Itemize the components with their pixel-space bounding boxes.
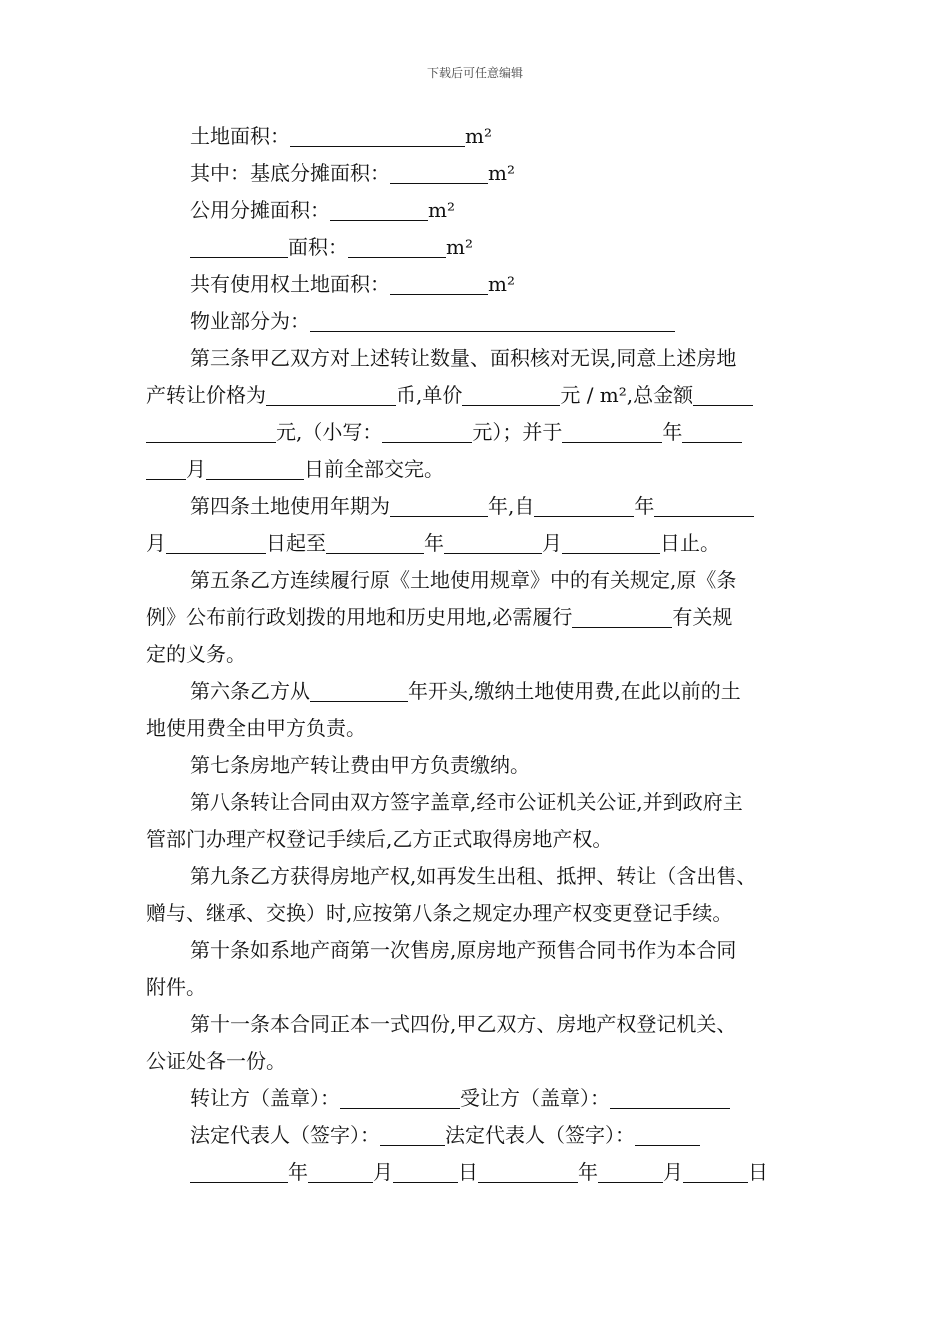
article-10-line-2: 附件。 <box>146 975 206 999</box>
text: 年 <box>662 420 683 444</box>
blank-field[interactable] <box>166 529 266 554</box>
blank-field[interactable] <box>462 381 560 406</box>
article-9-line-1: 第九条乙方获得房地产权,如再发生出租、抵押、转让（含出售、 <box>190 864 757 888</box>
article-4-line-2 <box>146 525 816 562</box>
article-3-line-3 <box>146 414 816 451</box>
label: 公用分摊面积： <box>190 198 330 222</box>
blank-field[interactable] <box>340 1084 460 1109</box>
page-header: 下载后可任意编辑 <box>426 66 523 80</box>
blank-field[interactable] <box>390 492 488 517</box>
label: 物业部分为： <box>190 309 310 333</box>
article-8-line-1: 第八条转让合同由双方签字盖章,经市公证机关公证,并到政府主 <box>190 790 743 814</box>
text: 年 <box>424 531 444 555</box>
day-label: 日 <box>458 1160 478 1184</box>
label: 共有使用权土地面积： <box>190 272 390 296</box>
text: 日起至 <box>266 531 326 555</box>
article-3-line-4 <box>146 451 816 488</box>
text: 日止。 <box>660 531 720 555</box>
month-label: 月 <box>663 1160 683 1184</box>
blank-field[interactable] <box>562 418 662 443</box>
text: 月 <box>542 531 562 555</box>
blank-field[interactable] <box>310 307 675 332</box>
blank-field[interactable] <box>266 381 396 406</box>
other-area-line <box>146 229 816 266</box>
property-part-line <box>146 303 816 340</box>
article-8-line-2: 管部门办理产权登记手续后,乙方正式取得房地产权。 <box>146 827 613 851</box>
blank-field[interactable] <box>290 122 465 147</box>
blank-field[interactable] <box>190 1158 288 1183</box>
blank-field[interactable] <box>310 677 408 702</box>
public-area-line <box>146 192 816 229</box>
article-5-line-2 <box>146 599 816 636</box>
blank-field[interactable] <box>190 233 288 258</box>
label: 面积： <box>288 235 348 259</box>
text: 元,（小写： <box>276 420 383 444</box>
blank-field[interactable] <box>393 1158 458 1183</box>
blank-field[interactable] <box>654 492 754 517</box>
text: 第六条乙方从 <box>190 679 310 703</box>
year-label: 年 <box>288 1160 308 1184</box>
text: 年 <box>634 494 655 518</box>
transferee-seal-label: 受让方（盖章）： <box>460 1086 610 1110</box>
day-label: 日 <box>748 1160 768 1184</box>
text: 第四条土地使用年期为 <box>190 494 390 518</box>
blank-field[interactable] <box>572 603 672 628</box>
text: 产转让价格为 <box>146 383 266 407</box>
blank-field[interactable] <box>635 1121 700 1146</box>
transferee-rep-label: 法定代表人（签字）： <box>445 1123 635 1147</box>
article-11-line-1: 第十一条本合同正本一式四份,甲乙双方、房地产权登记机关、 <box>190 1012 737 1036</box>
blank-field[interactable] <box>326 529 424 554</box>
blank-field[interactable] <box>534 492 634 517</box>
article-6-line-1 <box>146 673 816 710</box>
blank-field[interactable] <box>146 455 186 480</box>
blank-field[interactable] <box>390 159 488 184</box>
text: 年,自 <box>488 494 535 518</box>
land-area-line <box>146 118 816 155</box>
shared-land-area-line <box>146 266 816 303</box>
blank-field[interactable] <box>330 196 428 221</box>
blank-field[interactable] <box>390 270 488 295</box>
blank-field[interactable] <box>562 529 660 554</box>
blank-field[interactable] <box>380 1121 445 1146</box>
transferor-seal-label: 转让方（盖章）： <box>190 1086 340 1110</box>
seal-line <box>146 1080 816 1117</box>
blank-field[interactable] <box>444 529 542 554</box>
text: 月 <box>186 457 206 481</box>
article-3-line-1: 第三条甲乙双方对上述转让数量、面积核对无误,同意上述房地 <box>190 346 737 370</box>
signature-line <box>146 1117 816 1154</box>
contract-body <box>146 118 816 1191</box>
base-area-line <box>146 155 816 192</box>
blank-field[interactable] <box>610 1084 730 1109</box>
article-10-line-1: 第十条如系地产商第一次售房,原房地产预售合同书作为本合同 <box>190 938 737 962</box>
blank-field[interactable] <box>146 418 276 443</box>
article-5-line-3: 定的义务。 <box>146 642 246 666</box>
blank-field[interactable] <box>308 1158 373 1183</box>
article-9-line-2: 赠与、继承、交换）时,应按第八条之规定办理产权变更登记手续。 <box>146 901 733 925</box>
unit: m² <box>428 198 455 222</box>
year-label: 年 <box>578 1160 598 1184</box>
blank-field[interactable] <box>682 418 742 443</box>
text: 例》公布前行政划拨的用地和历史用地,必需履行 <box>146 605 573 629</box>
date-line <box>146 1154 816 1191</box>
article-4-line-1 <box>146 488 816 525</box>
text: 日前全部交完。 <box>304 457 444 481</box>
blank-field[interactable] <box>478 1158 578 1183</box>
text: 有关规 <box>672 605 733 629</box>
text: 月 <box>146 531 166 555</box>
blank-field[interactable] <box>206 455 304 480</box>
text: 年开头,缴纳土地使用费,在此以前的土 <box>408 679 741 703</box>
blank-field[interactable] <box>382 418 472 443</box>
unit: m² <box>465 124 492 148</box>
article-7: 第七条房地产转让费由甲方负责缴纳。 <box>190 753 530 777</box>
blank-field[interactable] <box>693 381 753 406</box>
blank-field[interactable] <box>683 1158 748 1183</box>
transferor-rep-label: 法定代表人（签字）： <box>190 1123 380 1147</box>
unit: m² <box>446 235 473 259</box>
label: 土地面积： <box>190 124 290 148</box>
text: 元）；并于 <box>472 420 563 444</box>
text: 币,单价 <box>396 383 463 407</box>
blank-field[interactable] <box>598 1158 663 1183</box>
article-3-line-2 <box>146 377 816 414</box>
article-6-line-2: 地使用费全由甲方负责。 <box>146 716 366 740</box>
article-11-line-2: 公证处各一份。 <box>146 1049 286 1073</box>
unit: m² <box>488 272 515 296</box>
unit: m² <box>488 161 515 185</box>
article-5-line-1: 第五条乙方连续履行原《土地使用规章》中的有关规定,原《条 <box>190 568 737 592</box>
month-label: 月 <box>373 1160 393 1184</box>
blank-field[interactable] <box>348 233 446 258</box>
label: 其中：基底分摊面积： <box>190 161 390 185</box>
text: 元 / m²,总金额 <box>560 383 694 407</box>
